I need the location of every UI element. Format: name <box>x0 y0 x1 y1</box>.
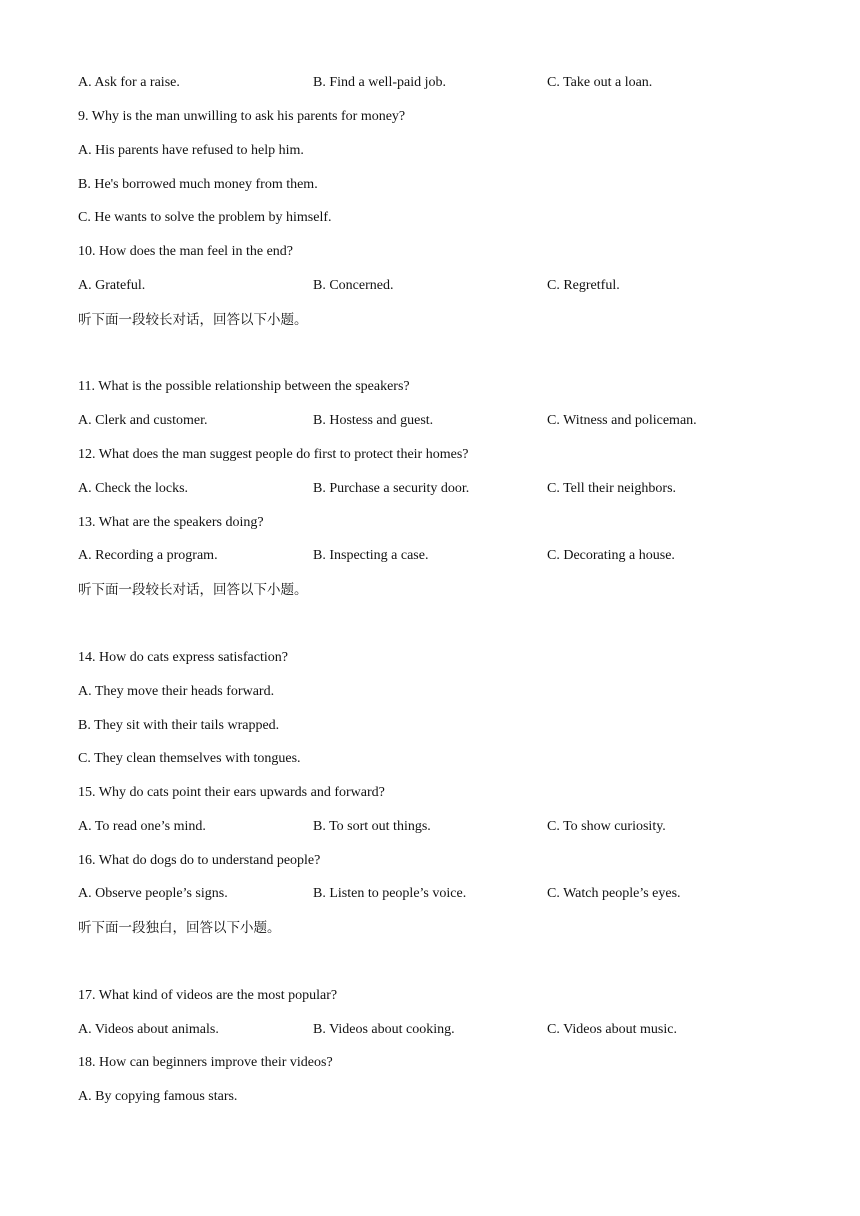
q12-question: 12. What does the man suggest people do first to protect their homes? <box>78 447 469 462</box>
q15-option-a: A. To read one’s mind. <box>78 819 206 834</box>
q17-option-b: B. Videos about cooking. <box>313 1022 455 1037</box>
q9-option-c: C. He wants to solve the problem by himself. <box>78 210 332 225</box>
q9-option-a: A. His parents have refused to help him. <box>78 143 304 158</box>
q13-option-c: C. Decorating a house. <box>547 548 675 563</box>
q13-option-b: B. Inspecting a case. <box>313 548 429 563</box>
q8-option-c: C. Take out a loan. <box>547 75 653 90</box>
q9-question: 9. Why is the man unwilling to ask his parents for money? <box>78 109 406 124</box>
q13-option-a: A. Recording a program. <box>78 548 218 563</box>
section-instruction: 听下面一段独白，回答以下小题。 <box>78 920 281 936</box>
q10-question: 10. How does the man feel in the end? <box>78 244 293 259</box>
q13-question: 13. What are the speakers doing? <box>78 515 264 530</box>
q15-option-b: B. To sort out things. <box>313 819 431 834</box>
q17-question: 17. What kind of videos are the most popular? <box>78 988 338 1003</box>
q14-question: 14. How do cats express satisfaction? <box>78 650 288 665</box>
q16-question: 16. What do dogs do to understand people? <box>78 853 321 868</box>
q10-option-b: B. Concerned. <box>313 278 394 293</box>
q11-option-a: A. Clerk and customer. <box>78 413 208 428</box>
q9-option-b: B. He's borrowed much money from them. <box>78 177 318 192</box>
q15-option-c: C. To show curiosity. <box>547 819 666 834</box>
q14-option-a: A. They move their heads forward. <box>78 684 275 699</box>
q8-option-b: B. Find a well-paid job. <box>313 75 446 90</box>
q16-option-c: C. Watch people’s eyes. <box>547 886 681 901</box>
q12-option-a: A. Check the locks. <box>78 481 189 496</box>
q11-question: 11. What is the possible relationship between the speakers? <box>78 379 410 394</box>
q14-option-c: C. They clean themselves with tongues. <box>78 751 301 766</box>
q10-option-c: C. Regretful. <box>547 278 620 293</box>
q11-option-c: C. Witness and policeman. <box>547 413 697 428</box>
q11-option-b: B. Hostess and guest. <box>313 413 434 428</box>
section-instruction: 听下面一段较长对话，回答以下小题。 <box>78 312 308 328</box>
q17-option-c: C. Videos about music. <box>547 1022 677 1037</box>
q16-option-a: A. Observe people’s signs. <box>78 886 228 901</box>
q8-option-a: A. Ask for a raise. <box>78 75 180 90</box>
q17-option-a: A. Videos about animals. <box>78 1022 219 1037</box>
q15-question: 15. Why do cats point their ears upwards and forward? <box>78 785 385 800</box>
q10-option-a: A. Grateful. <box>78 278 146 293</box>
q16-option-b: B. Listen to people’s voice. <box>313 886 467 901</box>
q18-option-a: A. By copying famous stars. <box>78 1089 238 1104</box>
section-instruction: 听下面一段较长对话，回答以下小题。 <box>78 582 308 598</box>
q18-question: 18. How can beginners improve their videos? <box>78 1055 333 1070</box>
q12-option-b: B. Purchase a security door. <box>313 481 470 496</box>
q14-option-b: B. They sit with their tails wrapped. <box>78 718 280 733</box>
q12-option-c: C. Tell their neighbors. <box>547 481 677 496</box>
